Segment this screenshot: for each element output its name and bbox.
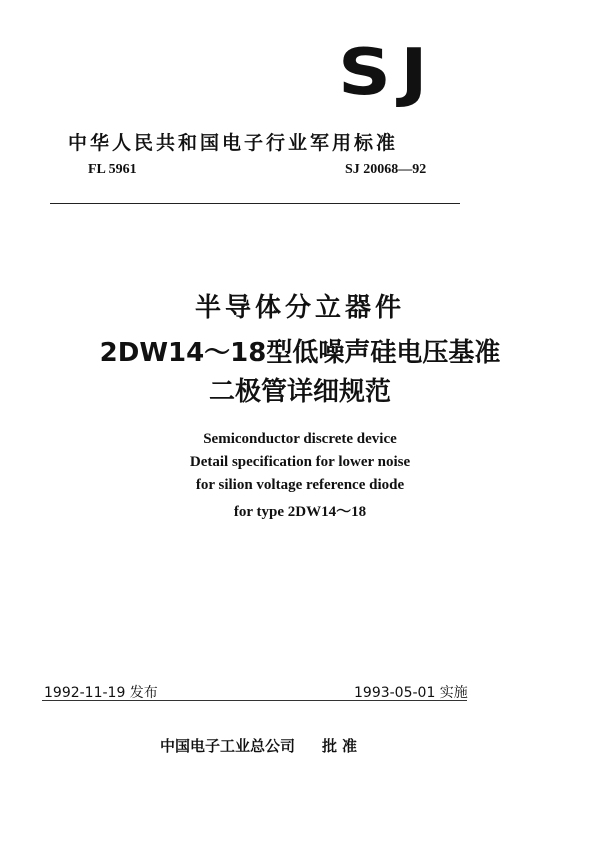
footer-divider [42, 700, 467, 701]
approval-label: 批准 [322, 737, 363, 755]
standard-number: SJ 20068—92 [345, 162, 427, 177]
fl-code: FL 5961 [88, 162, 137, 177]
title-en-line-2: Detail specification for lower noise [189, 454, 411, 470]
standard-classification: 中华人民共和国电子行业军用标准 [68, 132, 399, 154]
implementation-date: 1993-05-01 实施 [354, 685, 468, 701]
issuing-authority: 中国电子工业总公司 [160, 737, 296, 755]
issue-date: 1992-11-19 发布 [44, 685, 158, 701]
title-cn-line-3: 二极管详细规范 [208, 377, 391, 407]
sj-logo: SJ [338, 36, 437, 110]
title-en-line-3: for silion voltage reference diode [195, 477, 405, 493]
title-cn-line-1: 半导体分立器件 [194, 293, 405, 323]
header-divider [50, 203, 460, 204]
title-cn-line-2: 2DW14～18型低噪声硅电压基准 [99, 338, 501, 368]
title-en-line-4: for type 2DW14～18 [233, 504, 367, 520]
title-en-line-1: Semiconductor discrete device [203, 431, 397, 447]
